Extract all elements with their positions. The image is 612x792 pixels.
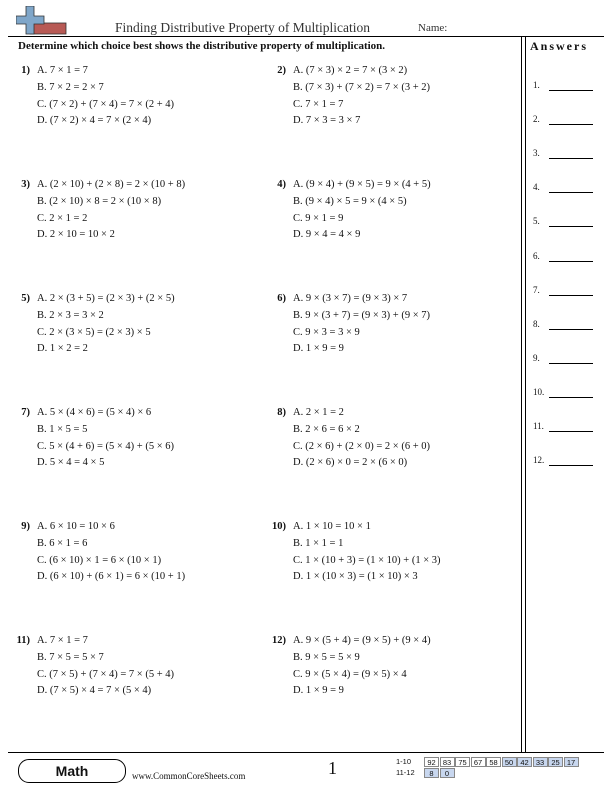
choice-b: B. 1 × 5 = 5: [37, 423, 88, 435]
choice-c: C. 9 × 1 = 9: [293, 212, 344, 224]
choice-b: B. 2 × 3 = 3 × 2: [37, 309, 104, 321]
answer-label: 9.: [533, 352, 540, 363]
choice-d: D. (2 × 6) × 0 = 2 × (6 × 0): [293, 457, 408, 469]
score-cell: 75: [455, 757, 470, 767]
problem-number: 6): [277, 293, 286, 304]
choice-b: B. 7 × 2 = 2 × 7: [37, 81, 104, 93]
answer-blank[interactable]: [549, 465, 593, 466]
answer-column-divider: [521, 36, 522, 752]
score-row-label: 1-10: [396, 757, 412, 766]
answer-blank[interactable]: [549, 226, 593, 227]
choice-b: B. 2 × 6 = 6 × 2: [293, 423, 360, 435]
site-url: www.CommonCoreSheets.com: [132, 771, 246, 781]
choice-a: A. 9 × (3 × 7) = (9 × 3) × 7: [293, 293, 408, 304]
choice-d: D. 9 × 4 = 4 × 9: [293, 229, 361, 241]
score-cell: 33: [533, 757, 548, 767]
choice-d: D. 1 × (10 × 3) = (1 × 10) × 3: [293, 571, 418, 583]
footer-rule: [8, 752, 604, 753]
answer-blank[interactable]: [549, 397, 593, 398]
answer-blank[interactable]: [549, 431, 593, 432]
choice-d: D. 1 × 2 = 2: [37, 343, 88, 355]
answer-column-divider-inner: [525, 36, 526, 752]
choice-c: C. (7 × 5) + (7 × 4) = 7 × (5 + 4): [37, 668, 175, 680]
choice-c: C. 9 × 3 = 3 × 9: [293, 326, 360, 338]
page-title: Finding Distributive Property of Multiplication: [115, 20, 370, 35]
choice-d: D. (7 × 5) × 4 = 7 × (5 × 4): [37, 685, 152, 697]
subject-badge: Math: [18, 759, 126, 783]
answer-label: 5.: [533, 216, 540, 227]
choice-c: C. 2 × (3 × 5) = (2 × 3) × 5: [37, 326, 151, 338]
choice-d: D. (6 × 10) + (6 × 1) = 6 × (10 + 1): [37, 571, 186, 583]
choice-b: B. (2 × 10) × 8 = 2 × (10 × 8): [37, 195, 162, 207]
choice-a: A. 7 × 1 = 7: [37, 65, 88, 76]
problem-number: 3): [21, 179, 30, 190]
choice-b: B. 9 × (3 + 7) = (9 × 3) + (9 × 7): [293, 309, 431, 321]
score-cell: 0: [440, 768, 455, 778]
page-number: 1: [328, 758, 337, 778]
answer-blank[interactable]: [549, 158, 593, 159]
answer-label: 8.: [533, 318, 540, 329]
problem-number: 2): [277, 65, 286, 76]
choice-a: A. 7 × 1 = 7: [37, 635, 88, 646]
answer-blank[interactable]: [549, 124, 593, 125]
score-cell: 50: [502, 757, 517, 767]
choice-c: C. 9 × (5 × 4) = (9 × 5) × 4: [293, 668, 407, 680]
choice-b: B. 6 × 1 = 6: [37, 537, 88, 549]
choice-b: B. (9 × 4) × 5 = 9 × (4 × 5): [293, 195, 407, 207]
answer-label: 1.: [533, 80, 540, 90]
choice-a: A. (2 × 10) + (2 × 8) = 2 × (10 + 8): [37, 179, 186, 190]
answer-label: 10.: [533, 386, 545, 397]
choice-c: C. 2 × 1 = 2: [37, 212, 88, 224]
score-cell: 42: [517, 757, 532, 767]
score-cell: 92: [424, 757, 439, 767]
choice-c: C. 7 × 1 = 7: [293, 98, 344, 110]
choice-a: A. (9 × 4) + (9 × 5) = 9 × (4 + 5): [293, 179, 431, 190]
score-cell: 83: [440, 757, 455, 767]
problem-number: 10): [272, 521, 286, 532]
answer-label: 11.: [533, 421, 544, 431]
choice-d: D. 2 × 10 = 10 × 2: [37, 229, 115, 241]
choice-b: B. 1 × 1 = 1: [293, 537, 344, 549]
problem-number: 9): [21, 521, 30, 532]
score-cell: 17: [564, 757, 579, 767]
answer-label: 7.: [533, 284, 540, 295]
problem-number: 5): [21, 293, 30, 304]
answer-blank[interactable]: [549, 192, 593, 193]
problem-number: 12): [272, 635, 286, 646]
choice-b: B. 7 × 5 = 5 × 7: [37, 651, 104, 663]
answer-label: 12.: [533, 455, 545, 466]
score-cell: 67: [471, 757, 486, 767]
plus-logo-icon: [16, 6, 68, 38]
answer-blank[interactable]: [549, 295, 593, 296]
choice-c: C. (7 × 2) + (7 × 4) = 7 × (2 + 4): [37, 98, 175, 110]
score-cell: 58: [486, 757, 501, 767]
choice-b: B. (7 × 3) + (7 × 2) = 7 × (3 + 2): [293, 81, 431, 93]
answers-title: Answers: [530, 39, 588, 53]
problem-number: 11): [16, 635, 30, 646]
problem-number: 7): [21, 407, 30, 418]
choice-d: D. 1 × 9 = 9: [293, 685, 344, 697]
choice-a: A. 1 × 10 = 10 × 1: [293, 521, 371, 532]
choice-c: C. 5 × (4 + 6) = (5 × 4) + (5 × 6): [37, 440, 175, 452]
answer-blank[interactable]: [549, 329, 593, 330]
instructions: Determine which choice best shows the distributive property of multiplication.: [18, 40, 386, 52]
choice-a: A. 9 × (5 + 4) = (9 × 5) + (9 × 4): [293, 635, 431, 646]
score-cell: 8: [424, 768, 439, 778]
answer-blank[interactable]: [549, 363, 593, 364]
answer-label: 6.: [533, 250, 540, 261]
problem-number: 4): [277, 179, 286, 190]
answer-label: 4.: [533, 182, 540, 193]
name-label: Name:: [418, 22, 448, 34]
answer-blank[interactable]: [549, 90, 593, 91]
choice-c: C. (2 × 6) + (2 × 0) = 2 × (6 + 0): [293, 440, 431, 452]
score-cell: 25: [548, 757, 563, 767]
choice-d: D. 5 × 4 = 4 × 5: [37, 457, 105, 469]
answer-blank[interactable]: [549, 261, 593, 262]
choice-d: D. 1 × 9 = 9: [293, 343, 344, 355]
header-rule: [8, 36, 604, 37]
score-row-label: 11-12: [396, 768, 415, 777]
problem-number: 1): [21, 65, 30, 76]
choice-a: A. 6 × 10 = 10 × 6: [37, 521, 115, 532]
choice-a: A. 2 × 1 = 2: [293, 407, 344, 418]
answer-label: 3.: [533, 148, 540, 159]
choice-a: A. 2 × (3 + 5) = (2 × 3) + (2 × 5): [37, 293, 175, 304]
choice-a: A. (7 × 3) × 2 = 7 × (3 × 2): [293, 65, 408, 76]
problem-number: 8): [277, 407, 286, 418]
choice-c: C. (6 × 10) × 1 = 6 × (10 × 1): [37, 554, 162, 566]
choice-a: A. 5 × (4 × 6) = (5 × 4) × 6: [37, 407, 152, 418]
choice-c: C. 1 × (10 + 3) = (1 × 10) + (1 × 3): [293, 554, 441, 566]
answer-label: 2.: [533, 114, 540, 125]
choice-d: D. (7 × 2) × 4 = 7 × (2 × 4): [37, 115, 152, 127]
choice-b: B. 9 × 5 = 5 × 9: [293, 651, 360, 663]
choice-d: D. 7 × 3 = 3 × 7: [293, 115, 361, 127]
